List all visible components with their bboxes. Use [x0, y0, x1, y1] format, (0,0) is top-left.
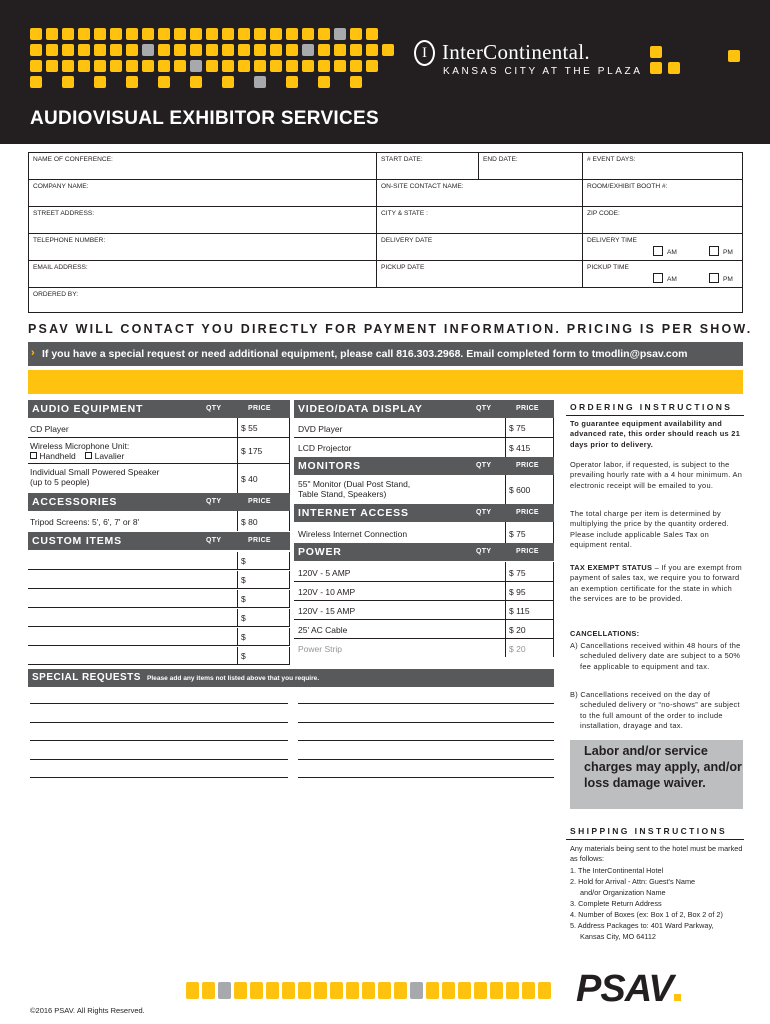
onsite-contact-field[interactable]: ON-SITE CONTACT NAME: — [376, 180, 582, 206]
street-address-field[interactable]: STREET ADDRESS: — [33, 210, 95, 217]
accessories-header: ACCESSORIES QTY PRICE — [28, 493, 290, 511]
special-request-bar — [28, 342, 743, 366]
decorative-tile — [650, 62, 662, 74]
decorative-tile — [302, 44, 314, 56]
custom-item-price[interactable]: $ — [237, 590, 290, 608]
decorative-tile — [30, 76, 42, 88]
decorative-tile — [78, 44, 90, 56]
decorative-tile — [506, 982, 519, 999]
special-request-line[interactable] — [30, 777, 288, 778]
custom-item-price[interactable]: $ — [237, 552, 290, 570]
email-field[interactable]: EMAIL ADDRESS: — [33, 264, 88, 271]
cd-player-price: $ 55 — [237, 418, 290, 437]
psav-logo: PSAV — [576, 968, 681, 1011]
wireless-mic-price: $ 175 — [237, 437, 290, 463]
ordering-rule — [566, 415, 744, 416]
ordered-by-field[interactable]: ORDERED BY: — [33, 291, 79, 298]
shipping-line-3: 3. Complete Return Address — [570, 899, 662, 908]
monitor-label-2: Table Stand, Speakers) — [298, 489, 387, 499]
decorative-tile — [94, 76, 106, 88]
decorative-tile — [190, 28, 202, 40]
power-item-label: 25' AC Cable — [298, 625, 348, 635]
ordering-p2: Operator labor, if requested, is subject to the prevailing hourly rate with a 4 hour minimum. An electronic receipt will be emailed to you. — [570, 460, 743, 490]
conference-name-field[interactable]: NAME OF CONFERENCE: — [33, 156, 113, 163]
start-date-field[interactable]: START DATE: — [376, 153, 478, 179]
logo-name: InterContinental. — [442, 40, 590, 64]
decorative-tile — [410, 982, 423, 999]
shipping-line-4: 4. Number of Boxes (ex: Box 1 of 2, Box 2 of 2) — [570, 910, 723, 919]
decorative-tile — [350, 60, 362, 72]
decorative-tile — [490, 982, 503, 999]
tripod-label: Tripod Screens: 5', 6', 7' or 8' — [30, 517, 140, 527]
audio-equipment-header: AUDIO EQUIPMENT QTY PRICE — [28, 400, 290, 418]
ordering-p3: The total charge per item is determined by multiplying the price by the quantity ordered. Please include applicable Sales Tax on equipment rental. — [570, 509, 729, 550]
pickup-am-checkbox[interactable] — [653, 273, 663, 283]
decorative-tile — [238, 28, 250, 40]
decorative-tile — [62, 28, 74, 40]
pickup-pm-checkbox[interactable] — [709, 273, 719, 283]
custom-items-header: CUSTOM ITEMS QTY PRICE — [28, 532, 290, 550]
decorative-tile — [350, 44, 362, 56]
dvd-player-label: DVD Player — [298, 424, 343, 434]
decorative-tile — [222, 60, 234, 72]
form-row-4 — [29, 234, 742, 261]
delivery-am-checkbox[interactable] — [653, 246, 663, 256]
page-header — [0, 0, 770, 144]
decorative-tile — [158, 60, 170, 72]
decorative-tile — [314, 982, 327, 999]
logo-mark-icon: I — [414, 40, 435, 66]
decorative-tile — [286, 44, 298, 56]
custom-item-price[interactable]: $ — [237, 647, 290, 665]
dvd-player-price: $ 75 — [505, 418, 554, 437]
decorative-tile — [282, 982, 295, 999]
wireless-internet-price: $ 75 — [505, 522, 554, 543]
decorative-tile — [158, 28, 170, 40]
special-request-line[interactable] — [298, 722, 554, 723]
monitors-header: MONITORS QTY PRICE — [294, 457, 554, 475]
decorative-tile — [238, 44, 250, 56]
custom-item-price[interactable]: $ — [237, 628, 290, 646]
decorative-tile — [62, 44, 74, 56]
decorative-tile — [222, 44, 234, 56]
decorative-tile — [442, 982, 455, 999]
decorative-tile — [366, 28, 378, 40]
decorative-tile — [286, 28, 298, 40]
power-header: POWER QTY PRICE — [294, 543, 554, 561]
decorative-tile — [350, 76, 362, 88]
special-request-line[interactable] — [298, 703, 554, 704]
decorative-tile — [46, 28, 58, 40]
decorative-tile — [254, 60, 266, 72]
handheld-checkbox[interactable] — [30, 452, 37, 459]
decorative-tile — [254, 28, 266, 40]
pickup-time-field[interactable]: PICKUP TIME AM PM — [582, 261, 742, 287]
decorative-tile — [474, 982, 487, 999]
decorative-tile — [46, 60, 58, 72]
shipping-line-2: 2. Hold for Arrival - Attn: Guest's Name — [570, 877, 696, 886]
decorative-tile — [126, 44, 138, 56]
shipping-line-2b: and/or Organization Name — [580, 888, 666, 897]
shipping-rule — [566, 839, 744, 840]
pickup-date-field[interactable]: PICKUP DATE — [376, 261, 582, 287]
decorative-tile — [318, 76, 330, 88]
decorative-tile — [334, 60, 346, 72]
power-item-label: 120V - 10 AMP — [298, 587, 356, 597]
decorative-tile — [110, 44, 122, 56]
power-item-price: $ 115 — [505, 600, 554, 619]
decorative-tile — [238, 60, 250, 72]
chevron-right-icon: › — [31, 347, 35, 359]
decorative-tile — [30, 28, 42, 40]
pickup-am-label: AM — [667, 276, 677, 283]
special-requests-header: SPECIAL REQUESTS Please add any items not listed above that you require. — [28, 669, 554, 687]
event-days-field[interactable]: # EVENT DAYS: — [582, 153, 742, 179]
form-row-5 — [29, 261, 742, 288]
decorative-tile — [318, 44, 330, 56]
monitor-price: $ 600 — [505, 475, 554, 504]
special-request-line[interactable] — [30, 703, 288, 704]
cd-player-label: CD Player — [30, 424, 69, 434]
zip-code-field[interactable]: ZIP CODE: — [582, 207, 742, 233]
shipping-line-5b: Kansas City, MO 64112 — [580, 932, 656, 941]
cancellations-head: CANCELLATIONS: — [570, 629, 640, 638]
special-request-line[interactable] — [30, 759, 288, 760]
end-date-field[interactable]: END DATE: — [478, 153, 582, 179]
tax-exempt: TAX EXEMPT STATUS – If you are exempt from payment of sales tax, we require you to forward an exemption certificate for the state in which the services are to be provided. — [570, 563, 742, 604]
telephone-field[interactable]: TELEPHONE NUMBER: — [33, 237, 106, 244]
decorative-tile — [270, 28, 282, 40]
wireless-internet-label: Wireless Internet Connection — [298, 529, 408, 539]
cancellation-b: B) Cancellations received on the day of scheduled delivery or “no-shows” are subject to the full amount of the order to include installation, drayage and tax. — [570, 690, 740, 731]
company-name-field[interactable]: COMPANY NAME: — [33, 183, 89, 190]
decorative-tile — [254, 44, 266, 56]
decorative-tile — [668, 62, 680, 74]
decorative-tile — [426, 982, 439, 999]
decorative-tile — [394, 982, 407, 999]
decorative-tile — [538, 982, 551, 999]
city-state-field[interactable]: CITY & STATE : — [376, 207, 582, 233]
decorative-tile — [202, 982, 215, 999]
decorative-tile — [126, 28, 138, 40]
decorative-tile — [382, 44, 394, 56]
delivery-am-label: AM — [667, 249, 677, 256]
delivery-time-field[interactable]: DELIVERY TIME AM PM — [582, 234, 742, 260]
decorative-tile — [142, 44, 154, 56]
decorative-tile — [126, 76, 138, 88]
decorative-tile — [318, 28, 330, 40]
decorative-tile — [250, 982, 263, 999]
decorative-tile — [334, 44, 346, 56]
decorative-tile — [378, 982, 391, 999]
decorative-tile — [186, 982, 199, 999]
decorative-tile — [458, 982, 471, 999]
decorative-tile — [728, 50, 740, 62]
power-item-label: 120V - 15 AMP — [298, 606, 356, 616]
special-request-line[interactable] — [298, 777, 554, 778]
shipping-line-5: 5. Address Packages to: 401 Ward Parkway, — [570, 921, 714, 930]
special-request-line[interactable] — [30, 740, 288, 741]
payment-banner: PSAV WILL CONTACT YOU DIRECTLY FOR PAYMENT INFORMATION. PRICING IS PER SHOW. — [28, 322, 753, 336]
decorative-tile — [650, 46, 662, 58]
cancellation-a: A) Cancellations received within 48 hours of the scheduled delivery date are subject to a 50% fee applicable to equipment and tax. — [570, 641, 741, 671]
delivery-date-field[interactable]: DELIVERY DATE — [376, 234, 582, 260]
form-row-2 — [29, 180, 742, 207]
monitor-label: 55" Monitor (Dual Post Stand, — [298, 479, 411, 489]
shipping-line-1: 1. The InterContinental Hotel — [570, 866, 664, 875]
decorative-tile — [30, 44, 42, 56]
decorative-tile — [110, 28, 122, 40]
decorative-tile — [286, 60, 298, 72]
speaker-price: $ 40 — [237, 463, 290, 493]
form-row-1 — [29, 153, 742, 180]
decorative-tile — [190, 76, 202, 88]
power-item-price: $ 75 — [505, 562, 554, 581]
logo-subtitle: KANSAS CITY AT THE PLAZA — [443, 66, 643, 77]
special-request-text: If you have a special request or need additional equipment, please call 816.303.2968. Email completed form to tmodlin@psav.com — [42, 348, 688, 360]
decorative-tile — [206, 44, 218, 56]
decorative-tile — [222, 28, 234, 40]
decorative-tile — [222, 76, 234, 88]
pickup-pm-label: PM — [723, 276, 733, 283]
wireless-mic-label: Wireless Microphone Unit: — [30, 441, 130, 451]
lcd-projector-label: LCD Projector — [298, 443, 352, 453]
labor-charges-box: Labor and/or service charges may apply, and/or loss damage waiver. — [570, 740, 743, 809]
special-request-line[interactable] — [298, 759, 554, 760]
decorative-tile — [334, 28, 346, 40]
decorative-tile — [206, 60, 218, 72]
decorative-tile — [94, 28, 106, 40]
shipping-intro: Any materials being sent to the hotel must be marked as follows: — [570, 844, 743, 864]
decorative-tile — [142, 60, 154, 72]
delivery-pm-label: PM — [723, 249, 733, 256]
special-request-line[interactable] — [298, 740, 554, 741]
decorative-tile — [366, 60, 378, 72]
yellow-divider — [28, 370, 743, 394]
decorative-tile — [346, 982, 359, 999]
decorative-tile — [270, 60, 282, 72]
decorative-tile — [126, 60, 138, 72]
delivery-pm-checkbox[interactable] — [709, 246, 719, 256]
decorative-tile — [110, 60, 122, 72]
decorative-tile — [174, 44, 186, 56]
decorative-tile — [366, 44, 378, 56]
video-display-header: VIDEO/DATA DISPLAY QTY PRICE — [294, 400, 554, 418]
shipping-instructions-title: SHIPPING INSTRUCTIONS — [570, 826, 728, 836]
decorative-tile — [270, 44, 282, 56]
decorative-tile — [94, 60, 106, 72]
decorative-tile — [142, 28, 154, 40]
custom-item-price[interactable]: $ — [237, 571, 290, 589]
decorative-tile — [30, 60, 42, 72]
decorative-tile — [190, 44, 202, 56]
decorative-tile — [174, 28, 186, 40]
ordering-instructions-title: ORDERING INSTRUCTIONS — [570, 402, 733, 412]
decorative-tile — [174, 60, 186, 72]
custom-item-price[interactable]: $ — [237, 609, 290, 627]
decorative-tile — [78, 28, 90, 40]
mic-options: Handheld Lavalier — [30, 451, 124, 461]
decorative-tile — [94, 44, 106, 56]
decorative-tile — [362, 982, 375, 999]
booth-field[interactable]: ROOM/EXHIBIT BOOTH #: — [582, 180, 742, 206]
speaker-label-2: (up to 5 people) — [30, 477, 90, 487]
decorative-tile — [266, 982, 279, 999]
ordering-p1: To guarantee equipment availability and advanced rate, this order should reach us 21 days prior to delivery. — [570, 419, 741, 449]
lavalier-checkbox[interactable] — [85, 452, 92, 459]
power-item-label: Power Strip — [298, 644, 342, 654]
page-title: AUDIOVISUAL EXHIBITOR SERVICES — [30, 108, 379, 129]
contact-form — [28, 152, 743, 313]
decorative-tile — [298, 982, 311, 999]
lcd-projector-price: $ 415 — [505, 437, 554, 457]
decorative-tile — [158, 76, 170, 88]
tripod-price: $ 80 — [237, 511, 290, 531]
decorative-tile — [330, 982, 343, 999]
copyright: ©2016 PSAV. All Rights Reserved. — [30, 1006, 145, 1015]
intercontinental-logo — [414, 38, 644, 82]
decorative-tile — [234, 982, 247, 999]
decorative-tile — [350, 28, 362, 40]
power-item-price: $ 20 — [505, 619, 554, 638]
decorative-tile — [302, 60, 314, 72]
speaker-label: Individual Small Powered Speaker — [30, 467, 160, 477]
power-item-price: $ 20 — [505, 638, 554, 657]
decorative-tile — [158, 44, 170, 56]
special-request-line[interactable] — [30, 722, 288, 723]
decorative-tile — [302, 28, 314, 40]
decorative-tile — [286, 76, 298, 88]
decorative-tile — [254, 76, 266, 88]
decorative-tile — [62, 76, 74, 88]
decorative-tile — [318, 60, 330, 72]
power-item-label: 120V - 5 AMP — [298, 568, 351, 578]
power-item-price: $ 95 — [505, 581, 554, 600]
decorative-tile — [206, 28, 218, 40]
form-row-6 — [29, 288, 742, 312]
form-row-3 — [29, 207, 742, 234]
decorative-tile — [522, 982, 535, 999]
decorative-tile — [78, 60, 90, 72]
decorative-tile — [46, 44, 58, 56]
decorative-tile — [190, 60, 202, 72]
decorative-tile — [218, 982, 231, 999]
internet-access-header: INTERNET ACCESS QTY PRICE — [294, 504, 554, 522]
decorative-tile — [62, 60, 74, 72]
